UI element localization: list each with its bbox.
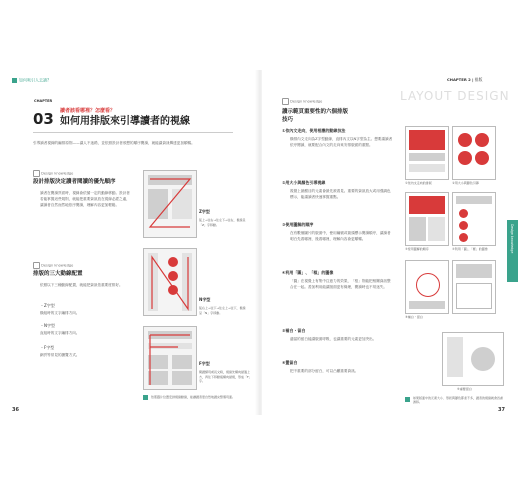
f-label: F字型 [199, 361, 210, 366]
n-desc: 從右上→往下→往左上→往下，視線呈「N」字移動。 [199, 306, 246, 315]
page-number-left: 36 [12, 407, 19, 413]
side-tab [507, 220, 518, 282]
thumb-3-red-block [409, 196, 445, 214]
thumb-1-gray-block-2 [409, 164, 445, 172]
right-section-title: 讀示範頁重要性的六個排版技巧 [282, 109, 349, 123]
caption-3: ③使用圖解的順序 [405, 247, 429, 251]
layout-design-watermark: LAYOUT DESIGN [400, 89, 510, 103]
chapter-header: CHAPTER 2 | 排版 [447, 77, 483, 82]
note-icon [143, 395, 148, 400]
caption-1: ①依內文走向的排版 [405, 181, 432, 185]
section2-kicker: Design knowledge [33, 262, 73, 269]
page-number-right: 37 [498, 407, 505, 413]
tip-3-body: 在有數個圖片的版面中，使用編號或箭頭標示閱讀順序，讓讀者明白先看哪裡、後看哪裡，理解內容會更順暢。 [290, 231, 391, 241]
z-item-title: ・Z字型 [40, 303, 55, 308]
n-label: N字型 [199, 297, 211, 302]
thumb-3-gray-block [409, 217, 426, 241]
tip-5-title: ⑤補白・留白 [282, 328, 306, 333]
thumb-1 [405, 126, 449, 180]
thumb-4 [452, 192, 496, 246]
tip-4-title: ④利用「圓」、「框」的圖像 [282, 270, 334, 275]
thumb-2-red-dot [458, 133, 472, 147]
z-path-arrow [144, 171, 196, 237]
thumb-5-gray-block [409, 301, 445, 309]
side-tab-label: Design knowledge [510, 224, 514, 254]
f-desc: 閱讀網頁或長文時，視線先橫向掃過上方，再往下移動後橫向掃視，形成「F」字。 [199, 370, 251, 384]
z-item-desc: 橫組時的文字編排方向。 [40, 311, 80, 315]
bulb-icon-2 [33, 262, 40, 269]
tip-2 [282, 180, 394, 200]
f-path-arrow [144, 327, 196, 389]
tip-3-title: ③使用圖解的順序 [282, 222, 314, 227]
tip-2-title: ②用大小與顏色引導視線 [282, 180, 326, 185]
chapter-number: 03 [33, 110, 54, 128]
thumb-3-gray-block-2 [428, 217, 445, 241]
bulb-icon [33, 170, 40, 177]
right-note-icon [405, 397, 410, 402]
caption-2: ②用大小與顏色引導 [452, 181, 479, 185]
tip-6-title: ⑥置留白 [282, 360, 298, 365]
caption-6: ⑥重要留白 [457, 387, 472, 391]
thumb-2-red-dot-3 [458, 151, 472, 165]
thumb-4-red-dot-2 [459, 221, 468, 230]
thumb-7 [442, 332, 504, 386]
thumb-4-gray-block [456, 196, 492, 204]
tip-6 [282, 360, 394, 374]
tip-1-title: ①依內文走向，使用相應的動線技法 [282, 128, 346, 133]
caption-4: ④利用「圓」、「框」的圖像 [452, 247, 488, 251]
right-note-text: 如果版面中的元素大小、形狀與顏色都差不多，讀者的視線就會四處游移。 [413, 396, 504, 405]
thumb-2-red-dot-2 [475, 133, 489, 147]
thumb-6-frame [456, 283, 492, 309]
right-note-box [405, 396, 505, 408]
thumb-2-red-dot-4 [475, 151, 489, 165]
n-path-arrow [144, 249, 196, 315]
tip-1-body: 橫排內文走向為Z字型動線，直排內文以N字型為主。想要讓讀者依序閱讀，就要配合內文的走向來安排版面的重點。 [290, 137, 393, 147]
section1-title: 設計排版決定讀者閱讀的優先順序 [33, 179, 116, 185]
tip-5 [282, 328, 394, 342]
f-item-desc: 網頁等常見的瀏覽方式。 [40, 353, 80, 357]
f-item-title: ・F字型 [40, 345, 55, 350]
note-text: 依照圖片位置安排視線動線，能讓讀者更自然地讀完整個頁面。 [151, 395, 236, 399]
thumb-4-red-dot [459, 209, 468, 218]
thumb-5-circle [416, 273, 440, 297]
tag-icon [12, 78, 17, 83]
thumb-3 [405, 192, 449, 246]
z-label: Z字型 [199, 209, 210, 214]
thumb-1-red-block [409, 130, 445, 150]
intro-text: 引導讀者視線的編排原則——讓人不迷路，並依照設計者預想的順序閱讀，就能讓資訊傳達更加順暢。 [33, 141, 195, 145]
section1-kicker: Design knowledge [33, 170, 73, 177]
n-item-desc: 直組時的文字編排方向。 [40, 331, 80, 335]
title-rule [33, 132, 233, 133]
n-item-title: ・N字型 [40, 323, 55, 328]
section2-body: 依照以下三種動線配置，就能把資訊依重要度排好。 [40, 283, 123, 287]
chapter-title: 如何用排版來引導讀者的視線 [60, 116, 190, 127]
thumb-7-gray-block [447, 337, 463, 377]
section2-title: 排版的三大動線配置 [33, 271, 83, 277]
thumb-2 [452, 126, 496, 180]
chapter-subtitle: 讀者該看哪裡？怎麼看？ [60, 108, 116, 114]
bulb-icon-3 [282, 98, 289, 105]
caption-5: ⑤補白・留白 [405, 315, 423, 319]
f-diagram [143, 326, 197, 390]
thumb-5 [405, 260, 449, 314]
tip-4 [282, 270, 394, 290]
right-kicker: Design knowledge [282, 98, 322, 105]
thumb-6-gray-block [456, 264, 492, 278]
tip-5-body: 適當的留白能讓版面呼吸，也讓重要的元素更加突出。 [290, 337, 377, 341]
thumb-4-red-dot-3 [459, 233, 468, 242]
thumb-1-gray-block [409, 153, 445, 161]
z-diagram [143, 170, 197, 238]
thumb-7-circle [471, 347, 495, 371]
tip-3 [282, 222, 394, 242]
chapter-label: CHAPTER [34, 99, 53, 103]
n-diagram [143, 248, 197, 316]
note-box [143, 394, 251, 402]
z-desc: 從上→往右→往左下→往右，視線呈「Z」字移動。 [199, 218, 246, 227]
tip-1 [282, 128, 394, 148]
right-page [262, 70, 520, 415]
tip-6-body: 把不重要的部分留白，可以凸顯重要資訊。 [290, 369, 359, 373]
section1-body: 讀者在閱讀頁面時，視線會依循一定的動線移動。設計者若能掌握這些規則，就能把重要資訊放在視線必經之處，讓讀者自然而然地依序閱讀，理解內容更加輕鬆。 [40, 191, 130, 207]
tip-2-body: 視覺上最醒目的元素會最先被看見。重要的資訊放大或用強調色標示，能讓讀者快速掌握重點。 [290, 189, 391, 199]
thumb-6 [452, 260, 496, 314]
left-page [0, 70, 258, 415]
tip-4-body: 「圓」在視覺上有集中注意力的效果，「框」則能把相關資訊整合在一起。善加利用能讓版面更有條理，閱讀時也不易迷失。 [290, 279, 391, 289]
running-tag: 如何吸引人去讀? [12, 78, 49, 83]
